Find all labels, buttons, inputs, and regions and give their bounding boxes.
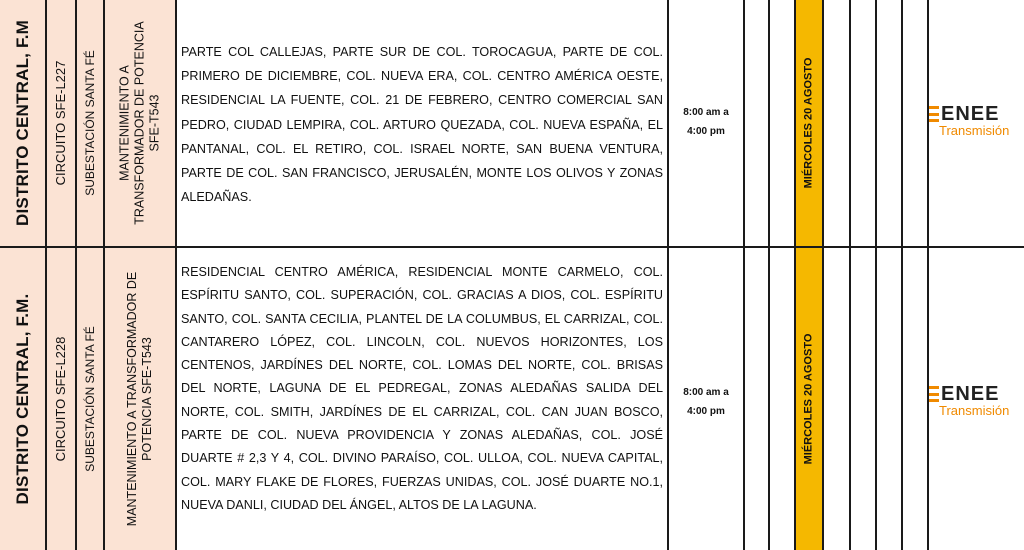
row2-district-cell (0, 248, 46, 550)
substation-label: SUBESTACIÓN SANTA FÉ (82, 326, 97, 472)
date-label: MIÉRCOLES 20 AGOSTO (802, 333, 815, 465)
date-label: MIÉRCOLES 20 AGOSTO (802, 57, 815, 189)
hours-end: 4:00 pm (687, 126, 725, 137)
maintenance-line: MANTENIMIENTO A TRANSFORMADOR DE (125, 271, 139, 527)
maintenance-label (118, 21, 163, 225)
hours-start: 8:00 am a (683, 387, 729, 398)
district-label: DISTRITO CENTRAL, F.M (12, 20, 32, 226)
maintenance-line: TRANSFORMADOR DE POTENCIA (132, 21, 147, 225)
row1-maintenance-cell (104, 0, 176, 246)
column-divider (901, 0, 903, 550)
column-divider (768, 0, 770, 550)
column-divider (849, 0, 851, 550)
row1-affected-areas: PARTE COL CALLEJAS, PARTE SUR DE COL. TOROCAGUA, PARTE DE COL. PRIMERO DE DICIEMBRE, COL. NUEVA ERA, COL. CENTRO AMÉRICA OESTE, RESIDENCIAL LA FUENTE, COL. 21 DE FEBRERO, CENTRO COMERCIAL SAN PEDRO, CIUDAD LEMPIRA, COL. ARTURO QUEZADA, COL. NUEVA ESPAÑA, EL PANTANAL, COL. EL RETIRO, COL. ISRAEL NORTE, SAN BUENA VENTURA, PARTE DE COL. SAN FRANCISCO, JERUSALÉN, MONTE LOS OLIVOS Y ZONAS ALEDAÑAS. (181, 45, 663, 205)
row1-substation-cell (76, 0, 104, 246)
row2-circuit-cell (46, 248, 76, 550)
logo-subtitle: Transmisión (939, 403, 1010, 418)
column-divider (175, 0, 177, 550)
maintenance-line: SFE-T543 (147, 94, 162, 152)
row1-district-cell (0, 0, 46, 246)
row1-enee-logo (929, 104, 1009, 138)
circuit-label: CIRCUITO SFE-L227 (53, 60, 69, 186)
district-label: DISTRITO CENTRAL, F.M. (12, 293, 32, 505)
logo-subtitle: Transmisión (939, 123, 1010, 138)
row1-hours (668, 103, 744, 141)
column-divider (45, 0, 47, 550)
enee-mark-icon (929, 106, 939, 122)
hours-start: 8:00 am a (683, 107, 729, 118)
column-divider (103, 0, 105, 550)
circuit-label: CIRCUITO SFE-L228 (53, 336, 69, 462)
column-divider (822, 0, 824, 550)
column-divider (875, 0, 877, 550)
row2-hours (668, 383, 744, 421)
maintenance-label (125, 272, 155, 526)
maintenance-line: POTENCIA SFE-T543 (140, 337, 154, 461)
row-divider (0, 246, 1024, 248)
column-divider (743, 0, 745, 550)
row1-circuit-cell (46, 0, 76, 246)
row1-date-cell (796, 0, 822, 246)
column-divider (794, 0, 796, 550)
row2-affected-areas: RESIDENCIAL CENTRO AMÉRICA, RESIDENCIAL MONTE CARMELO, COL. ESPÍRITU SANTO, COL. SUPERACIÓN, COL. GRACIAS A DIOS, COL. ESPÍRITU SANTO, COL. SANTA CECILIA, PLANTEL DE LA COLUMBUS, EL CARRIZAL, COL. CANTARERO LÓPEZ, COL. LINCOLN, COL. NUEVOS HORIZONTES, LOS CENTENOS, JARDÍNES DEL NORTE, COL. LOMAS DEL NORTE, COL. BRISAS DEL NORTE, LAGUNA DE EL PEDREGAL, ZONAS ALEDAÑAS SALIDA DEL NORTE, COL. SMITH, JARDÍNES DE EL CARRIZAL, COL. CAN JUAN BOSCO, PARTE DE COL. NUEVA PROVIDENCIA Y ZONAS ALEDAÑAS, COL. JOSÉ DUARTE # 2,3 Y 4, COL. DIVINO PARAÍSO, COL. ULLOA, COL. NUEVA CAPITAL, COL. MARY FLAKE DE FLORES, FUERZAS UNIDAS, COL. JOSÉ DUARTE NO.1, NUEVA DANLI, CIUDAD DEL ÁNGEL, ALTOS DE LA LAGUNA. (181, 265, 663, 512)
substation-label: SUBESTACIÓN SANTA FÉ (82, 50, 97, 196)
logo-word: ENEE (941, 383, 1000, 405)
column-divider (75, 0, 77, 550)
column-divider (927, 0, 929, 550)
row2-enee-logo (929, 384, 1009, 418)
hours-end: 4:00 pm (687, 406, 725, 417)
column-divider (667, 0, 669, 550)
logo-word: ENEE (941, 103, 1000, 125)
row2-date-cell (796, 248, 822, 550)
row2-substation-cell (76, 248, 104, 550)
row2-maintenance-cell (104, 248, 176, 550)
maintenance-line: MANTENIMIENTO A (117, 65, 132, 181)
enee-mark-icon (929, 386, 939, 402)
